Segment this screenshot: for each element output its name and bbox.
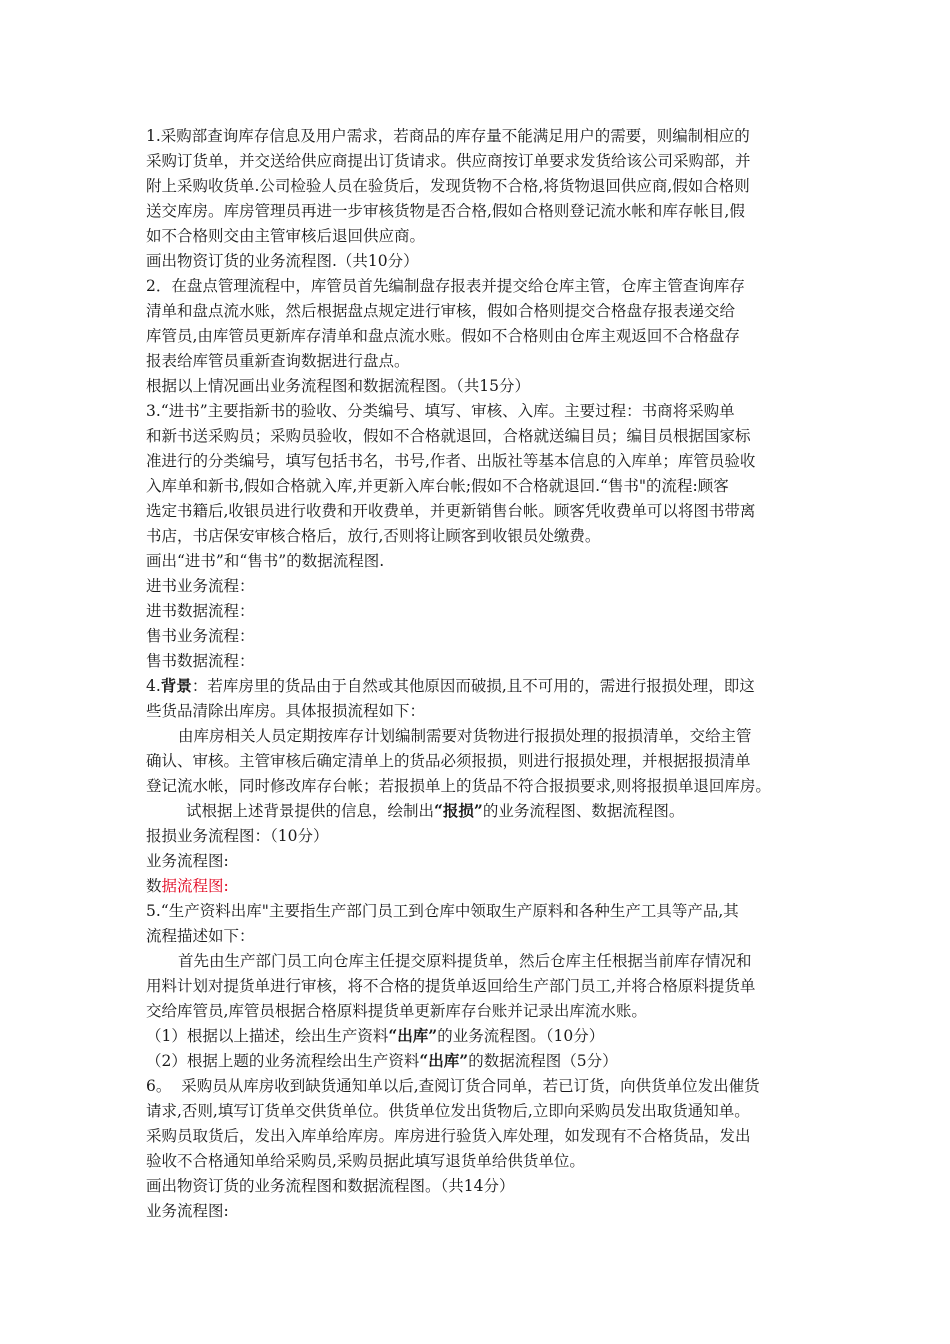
q5-line-1: 5.“生产资料出库"主要指生产部门员工到仓库中领取生产原料和各种生产工具等产品,其: [146, 902, 739, 920]
q4-line-1: [146, 674, 755, 698]
q5-para-line-1: 首先由生产部门员工向仓库主任提交原料提货单，然后仓库主任根据当前库存情况和: [178, 952, 752, 970]
q2-line-3: 库管员,由库管员更新库存清单和盘点流水账。假如不合格则由仓库主观返回不合格盘存: [146, 327, 740, 345]
q4-background-text: ：若库房里的货品由于自然或其他原因而破损,且不可用的，需进行报损处理，即这: [191, 677, 755, 695]
q4-number: 4.: [146, 677, 161, 695]
q1-line-3: 附上采购收货单.公司检验人员在验货后，发现货物不合格,将货物退回供应商,假如合格则: [146, 177, 750, 195]
q3-task: 画出“进书”和“售书”的数据流程图.: [146, 552, 385, 570]
q2-task: 根据以上情况画出业务流程图和数据流程图。（共15分）: [146, 377, 530, 395]
q3-line-3: 准进行的分类编号，填写包括书名，书号,作者、出版社等基本信息的入库单；库管员验收: [146, 452, 756, 470]
q4-sub-2: 业务流程图:: [146, 852, 229, 870]
q1-line-4: 送交库房。库房管理员再进一步审核货物是否合格,假如合格则登记流水帐和库存帐目,假: [146, 202, 745, 220]
q5-task-1-pre: （1）根据以上描述，绘出生产资料: [146, 1027, 389, 1045]
q6-line-3: 采购员取货后，发出入库单给库房。库房进行验货入库处理，如发现有不合格货品，发出: [146, 1127, 751, 1145]
q3-sub-4: 售书数据流程：: [146, 652, 255, 670]
q5-task-2-keyword: “出库”: [419, 1051, 469, 1070]
q5-task-2-pre: （2）根据上题的业务流程绘出生产资料: [146, 1052, 420, 1070]
q2-line-1: 2．在盘点管理流程中，库管员首先编制盘存报表并提交给仓库主管，仓库主管查询库存: [146, 277, 745, 295]
q4-para-line-2: 确认、审核。主管审核后确定清单上的货品必须报损，则进行报损处理，并根据报损清单: [146, 752, 751, 770]
q6-line-2: 请求,否则,填写订货单交供货单位。供货单位发出货物后,立即向采购员发出取货通知单。: [146, 1102, 750, 1120]
q6-line-1: 6。 采购员从库房收到缺货通知单以后,查阅订货合同单，若已订货，向供货单位发出催货: [146, 1077, 760, 1095]
q2-line-2: 清单和盘点流水账，然后根据盘点规定进行审核，假如合格则提交合格盘存报表递交给: [146, 302, 736, 320]
q4-line-2: 些货品清除出库房。具体报损流程如下：: [146, 702, 426, 720]
q3-line-6: 书店，书店保安审核合格后，放行,否则将让顾客到收银员处缴费。: [146, 527, 601, 545]
q5-task-1-keyword: “出库”: [388, 1026, 438, 1045]
q2-line-4: 报表给库管员重新查询数据进行盘点。: [146, 352, 410, 370]
q5-task-1-post: 的业务流程图。（10分）: [437, 1027, 605, 1045]
q4-task-pre: 试根据上述背景提供的信息，绘制出: [186, 802, 435, 820]
q4-para-line-3: 登记流水帐，同时修改库存台帐；若报损单上的货品不符合报损要求,则将报损单退回库房。: [146, 777, 771, 795]
q5-line-2: 流程描述如下：: [146, 927, 255, 945]
q3-sub-3: 售书业务流程：: [146, 627, 255, 645]
q3-line-5: 选定书籍后,收银员进行收费和开收费单，并更新销售台帐。顾客凭收费单可以将图书带离: [146, 502, 756, 520]
q4-sub-3: [146, 874, 229, 898]
q3-line-2: 和新书送采购员；采购员验收，假如不合格就退回，合格就送编目员；编目员根据国家标: [146, 427, 751, 445]
q4-task: [186, 799, 684, 823]
q1-task: 画出物资订货的业务流程图.（共10分）: [146, 252, 419, 270]
q5-task-2: [146, 1049, 618, 1073]
q5-para-line-2: 用料计划对提货单进行审核，将不合格的提货单返回给生产部门员工,并将合格原料提货单: [146, 977, 756, 995]
q6-line-4: 验收不合格通知单给采购员,采购员据此填写退货单给供货单位。: [146, 1152, 585, 1170]
q1-line-2: 采购订货单，并交送给供应商提出订货请求。供应商按订单要求发货给该公司采购部，并: [146, 152, 751, 170]
q5-task-1: [146, 1024, 604, 1048]
q4-background-label: 背景: [160, 676, 192, 695]
q3-sub-1: 进书业务流程：: [146, 577, 255, 595]
q5-para-line-3: 交给库管员,库管员根据合格原料提货单更新库存台账并记录出库流水账。: [146, 1002, 647, 1020]
q3-sub-2: 进书数据流程：: [146, 602, 255, 620]
q6-sub-1: 业务流程图:: [146, 1202, 229, 1220]
q4-para-line-1: 由库房相关人员定期按库存计划编制需要对货物进行报损处理的报损清单，交给主管: [178, 727, 752, 745]
q4-task-keyword: “报损”: [434, 801, 483, 820]
q4-sub-3-start: 数: [146, 877, 162, 895]
q4-sub-3-highlight: 据流程图:: [161, 877, 229, 895]
q4-sub-1: 报损业务流程图：（10分）: [146, 827, 329, 845]
q3-line-4: 入库单和新书,假如合格就入库,并更新入库台帐;假如不合格就退回.“售书"的流程:顾客: [146, 477, 729, 495]
q5-task-2-post: 的数据流程图（5分）: [468, 1052, 618, 1070]
q1-line-1: 1.采购部查询库存信息及用户需求，若商品的库存量不能满足用户的需要，则编制相应的: [146, 127, 750, 145]
q1-line-5: 如不合格则交由主管审核后退回供应商。: [146, 227, 426, 245]
q3-line-1: 3.“进书”主要指新书的验收、分类编号、填写、审核、入库。主要过程：书商将采购单: [146, 402, 735, 420]
q4-task-post: 的业务流程图、数据流程图。: [482, 802, 685, 820]
q6-task: 画出物资订货的业务流程图和数据流程图。（共14分）: [146, 1177, 515, 1195]
